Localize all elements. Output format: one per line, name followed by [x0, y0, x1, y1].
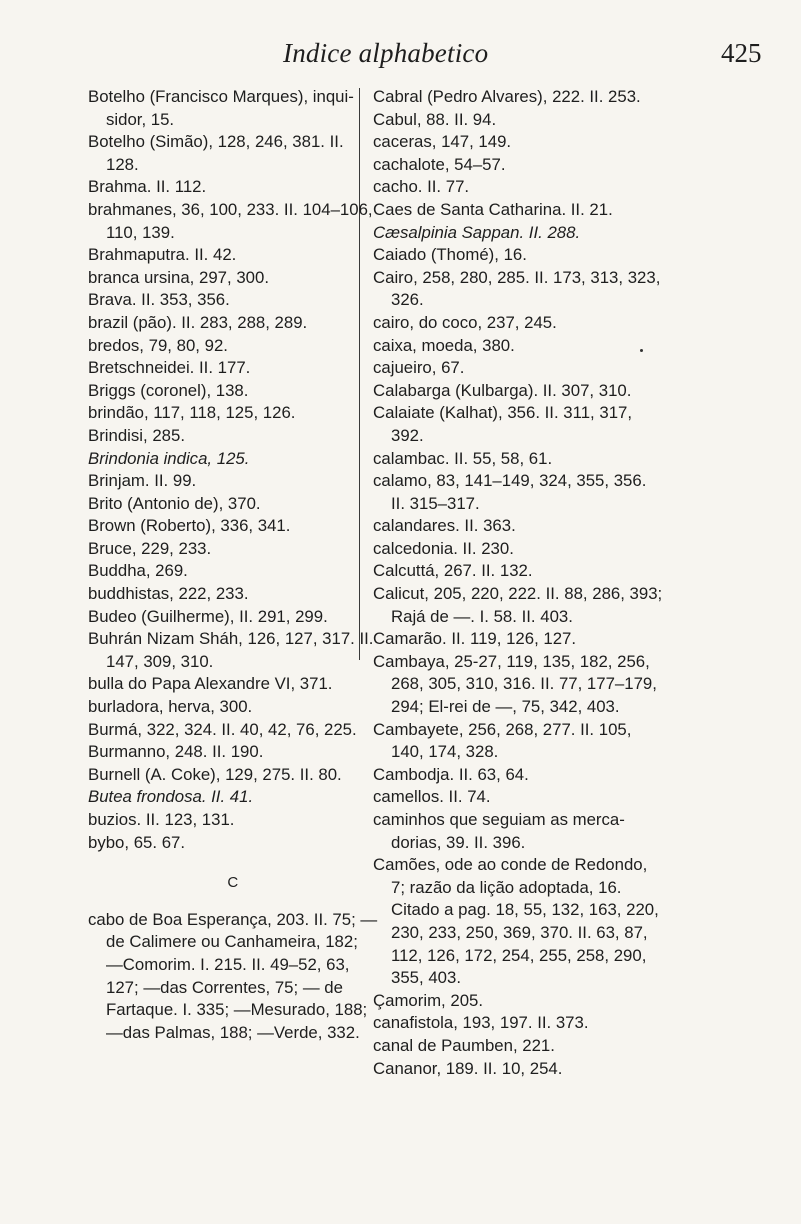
left-column [88, 86, 378, 1044]
index-entry: caceras, 147, 149. [373, 132, 512, 152]
index-entry: Buddha, 269. [88, 561, 188, 581]
index-entry: caixa, moeda, 380. [373, 335, 515, 355]
index-entry: bredos, 79, 80, 92. [88, 335, 228, 355]
index-entry: brazil (pão). II. 283, 288, 289. [88, 312, 308, 332]
index-entry: Burnell (A. Coke), 129, 275. II. 80. [88, 764, 342, 784]
index-entry: calamo, 83, 141–149, 324, 355, 356. II. 315–317. [373, 471, 647, 513]
index-entry: Cambodja. II. 63, 64. [373, 764, 529, 784]
index-entry: Botelho (Simão), 128, 246, 381. II. 128. [88, 132, 344, 174]
page-number: 425 [721, 38, 762, 68]
index-entry: Brahma. II. 112. [88, 177, 207, 197]
index-entry: Brava. II. 353, 356. [88, 290, 230, 310]
index-entry: burladora, herva, 300. [88, 697, 253, 717]
index-entry: bybo, 65. 67. [88, 832, 186, 852]
index-entry: Bruce, 229, 233. [88, 538, 212, 558]
index-entry: Brito (Antonio de), 370. [88, 493, 261, 513]
index-entry: Burmanno, 248. II. 190. [88, 742, 264, 762]
index-entry: calandares. II. 363. [373, 516, 516, 536]
index-entry: Calaiate (Kalhat), 356. II. 311, 317, 392. [373, 403, 633, 445]
index-entry: cajueiro, 67. [373, 358, 465, 378]
index-entry: Cæsalpinia Sappan. II. 288. [373, 222, 581, 242]
index-entry: Brahmaputra. II. 42. [88, 245, 237, 265]
index-entry: Burmá, 322, 324. II. 40, 42, 76, 225. [88, 719, 357, 739]
index-entry: Cambayete, 256, 268, 277. II. 105, 140, 174, 328. [373, 719, 632, 762]
page-title: Indice alphabetico [283, 38, 489, 68]
index-entry: cairo, do coco, 237, 245. [373, 312, 557, 332]
index-entry: Camões, ode ao conde de Redondo, 7; razão da lição adoptada, 16. Citado a pag. 18, 55, 132, 163, 220, 230, 233, 250, 369, 370. II. 63, 87, 112, 126, 172, 254, 255, 258, 290, 355, 403. [373, 855, 659, 988]
index-entry: Cairo, 258, 280, 285. II. 173, 313, 323, 326. [373, 267, 661, 310]
right-column [373, 86, 665, 1080]
entry-group [373, 244, 665, 1080]
index-entry: camellos. II. 74. [373, 787, 491, 807]
index-entry: cachalote, 54–57. [373, 154, 506, 174]
index-entry: Camarão. II. 119, 126, 127. [373, 629, 577, 649]
entry-group [373, 86, 665, 222]
index-entry: Calabarga (Kulbarga). II. 307, 310. [373, 380, 632, 400]
index-entry: calambac. II. 55, 58, 61. [373, 448, 553, 468]
index-entry: Brindisi, 285. [88, 425, 186, 445]
index-entry: Cabral (Pedro Alvares), 222. II. 253. [373, 87, 641, 106]
index-entry: buddhistas, 222, 233. [88, 584, 249, 604]
index-entry: Cambaya, 25-27, 119, 135, 182, 256, 268, 305, 310, 316. II. 77, 177–179, 294; El-rei de —, 75, 342, 403. [373, 651, 657, 717]
index-entry: caminhos que seguiam as merca-dorias, 39. II. 396. [373, 810, 625, 852]
index-entry: Budeo (Guilherme), II. 291, 299. [88, 606, 328, 626]
index-entry: Brinjam. II. 99. [88, 471, 197, 491]
index-entry: brindão, 117, 118, 125, 126. [88, 403, 296, 423]
index-entry: bulla do Papa Alexandre VI, 371. [88, 674, 333, 694]
index-entry: Botelho (Francisco Marques), inqui-sidor, 15. [88, 87, 354, 129]
entry-group [88, 470, 378, 786]
index-entry: Caes de Santa Catharina. II. 21. [373, 199, 613, 219]
running-head [0, 38, 801, 78]
ink-mark [640, 349, 643, 352]
entry-group [88, 86, 378, 448]
section-letter: C [227, 874, 239, 892]
entry-group [88, 909, 378, 1045]
index-entry: Buhrán Nizam Sháh, 126, 127, 317. II. 147, 309, 310. [88, 629, 374, 671]
index-entry: branca ursina, 297, 300. [88, 267, 269, 287]
index-entry: Bretschneidei. II. 177. [88, 358, 251, 378]
index-entry: calcedonia. II. 230. [373, 538, 514, 558]
index-entry: Caiado (Thomé), 16. [373, 245, 527, 265]
index-entry: canal de Paumben, 221. [373, 1035, 555, 1055]
index-entry: Butea frondosa. II. 41. [88, 787, 254, 807]
index-entry: brahmanes, 36, 100, 233. II. 104–106, 110, 139. [88, 199, 373, 242]
index-entry: cabo de Boa Esperança, 203. II. 75; —de Calimere ou Canhameira, 182; —Comorim. I. 215. II. 49–52, 63, 127; —das Correntes, 75; — de Fartaque. I. 335; —Mesurado, 188; —das Palmas, 188; —Verde, 332. [88, 909, 378, 1042]
index-entry: canafistola, 193, 197. II. 373. [373, 1013, 589, 1033]
entry-group [88, 809, 378, 854]
index-entry: Brown (Roberto), 336, 341. [88, 516, 291, 536]
index-entry: Brindonia indica, 125. [88, 448, 250, 468]
index-entry: Calicut, 205, 220, 222. II. 88, 286, 393; Rajá de —. I. 58. II. 403. [373, 584, 663, 626]
index-entry: Cananor, 189. II. 10, 254. [373, 1058, 563, 1078]
index-entry: cacho. II. 77. [373, 177, 470, 197]
index-entry: Calcuttá, 267. II. 132. [373, 561, 533, 581]
index-entry: buzios. II. 123, 131. [88, 810, 235, 829]
index-entry: Çamorim, 205. [373, 990, 484, 1010]
index-entry: Briggs (coronel), 138. [88, 380, 249, 400]
index-entry: Cabul, 88. II. 94. [373, 109, 497, 129]
